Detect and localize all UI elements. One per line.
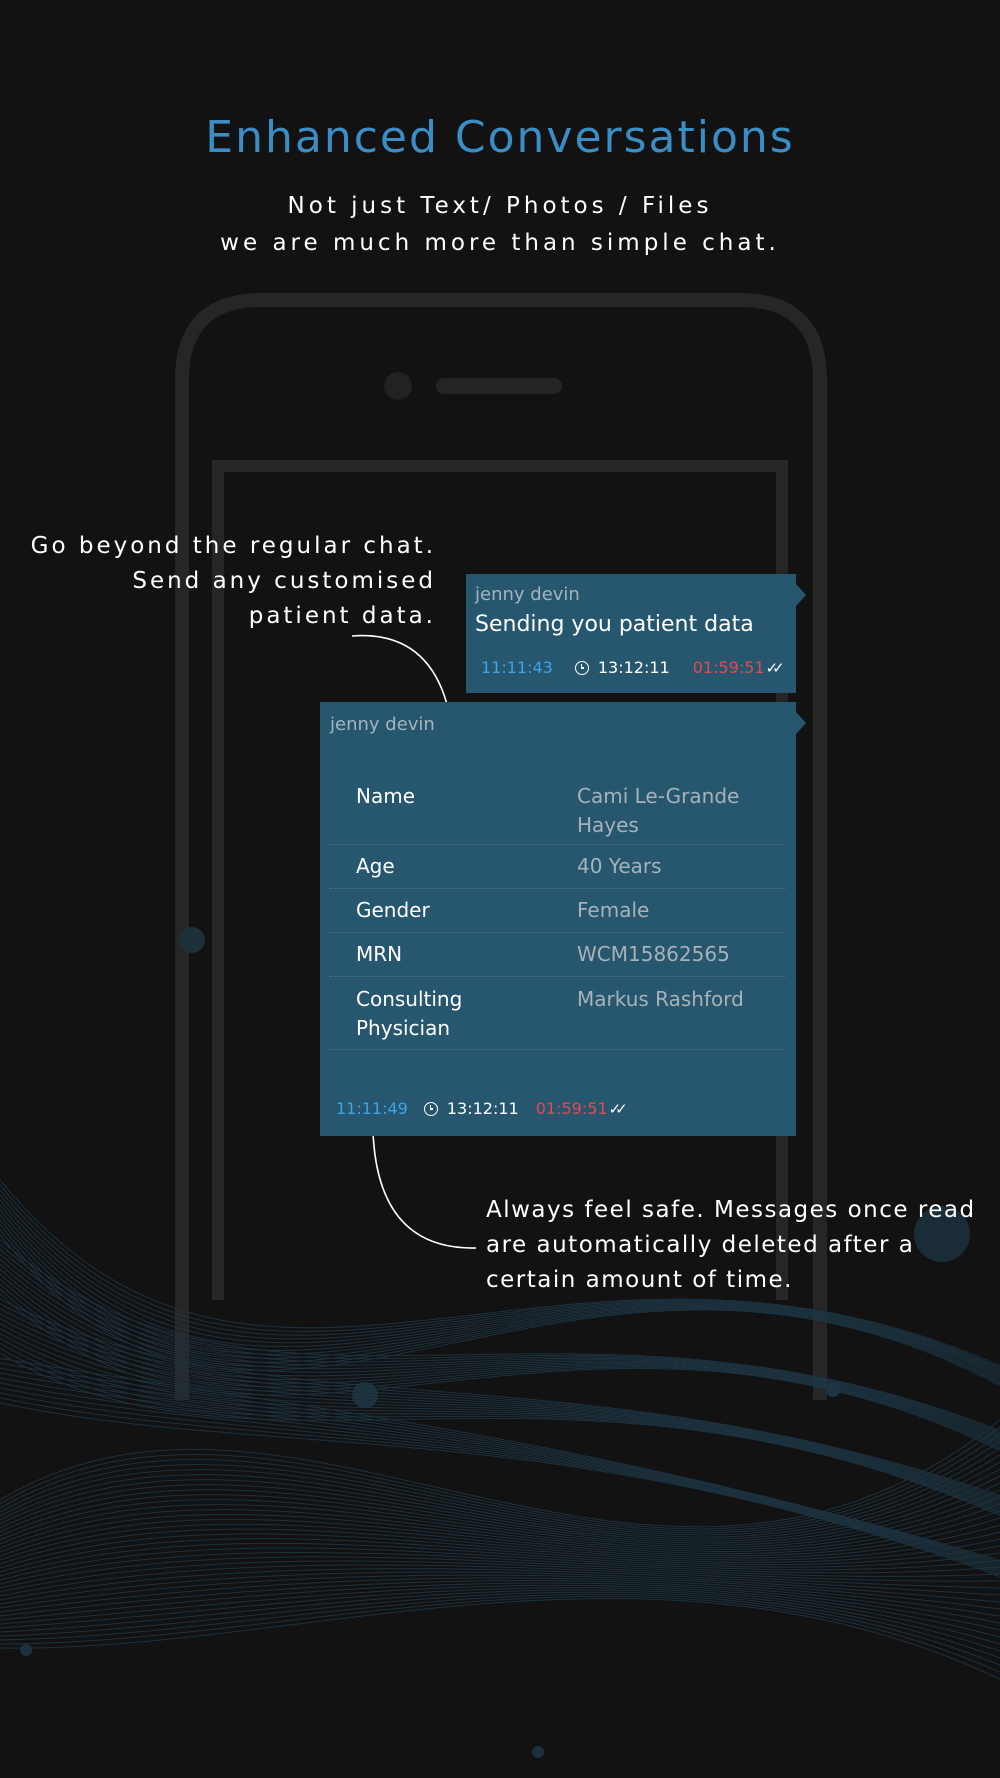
double-check-icon: ✓✓ <box>608 1099 622 1118</box>
wave-line <box>0 1353 1000 1515</box>
message-meta <box>481 658 779 677</box>
arrow-to-timestamp <box>373 1132 476 1248</box>
field-label: Age <box>356 854 395 878</box>
clock-time: 13:12:11 <box>446 1099 519 1118</box>
field-value: Cami Le-Grande Hayes <box>577 784 740 837</box>
page-subtitle-line1: Not just Text/ Photos / Files <box>287 193 713 219</box>
decor-dot <box>179 927 205 953</box>
bubble-tail <box>796 712 806 734</box>
expire-time: 01:59:51 <box>692 658 765 677</box>
field-label: MRN <box>356 942 403 966</box>
callout-line: Send any customised <box>132 568 436 594</box>
message-text: Sending you patient data <box>475 612 754 637</box>
field-value: Markus Rashford <box>577 987 744 1011</box>
patient-field-row <box>330 888 786 933</box>
message-sender: jenny devin <box>475 584 580 605</box>
timer <box>424 1099 519 1118</box>
sent-time: 11:11:43 <box>481 658 553 677</box>
wave-line <box>0 1469 1000 1541</box>
callout-line: are automatically deleted after a <box>486 1232 915 1258</box>
clock-icon <box>575 661 589 675</box>
message-meta <box>336 1099 622 1118</box>
sent-time: 11:11:49 <box>336 1099 408 1118</box>
callout-custom-data <box>0 529 436 634</box>
wave-line <box>0 1596 1000 1672</box>
double-check-icon: ✓✓ <box>765 658 779 677</box>
message-bubble-patient-card[interactable] <box>320 702 796 1136</box>
bubble-tail <box>796 584 806 606</box>
patient-field-row <box>330 780 786 845</box>
callout-safety <box>486 1193 996 1298</box>
field-label: Gender <box>356 898 430 922</box>
expire-time: 01:59:51 <box>535 1099 608 1118</box>
decor-dot <box>532 1746 544 1758</box>
field-value: Female <box>577 898 650 922</box>
callout-line: certain amount of time. <box>486 1267 793 1293</box>
callout-line: Always feel safe. Messages once read <box>486 1197 976 1223</box>
patient-field-row <box>330 976 786 1050</box>
callout-line: patient data. <box>248 603 436 629</box>
page-subtitle-line2: we are much more than simple chat. <box>220 230 780 256</box>
field-label: Name <box>356 784 416 808</box>
decor-dot <box>20 1644 32 1656</box>
page-title: Enhanced Conversations <box>205 112 795 163</box>
phone-camera <box>384 372 412 400</box>
patient-field-row <box>330 844 786 889</box>
patient-field-row <box>330 932 786 977</box>
clock-time: 13:12:11 <box>597 658 670 677</box>
timer <box>575 658 670 677</box>
phone-speaker <box>436 378 562 394</box>
wave-line <box>0 1592 1000 1658</box>
message-bubble-text[interactable] <box>466 574 796 693</box>
field-label: Consulting Physician <box>356 987 463 1040</box>
wave-line <box>0 1420 1000 1527</box>
clock-icon <box>424 1102 438 1116</box>
arrow-to-patient-card <box>352 636 449 712</box>
callout-line: Go beyond the regular chat. <box>30 533 436 559</box>
field-value: WCM15862565 <box>577 942 730 966</box>
field-value: 40 Years <box>577 854 662 878</box>
message-sender: jenny devin <box>330 714 435 735</box>
wave-line <box>0 1504 1000 1551</box>
